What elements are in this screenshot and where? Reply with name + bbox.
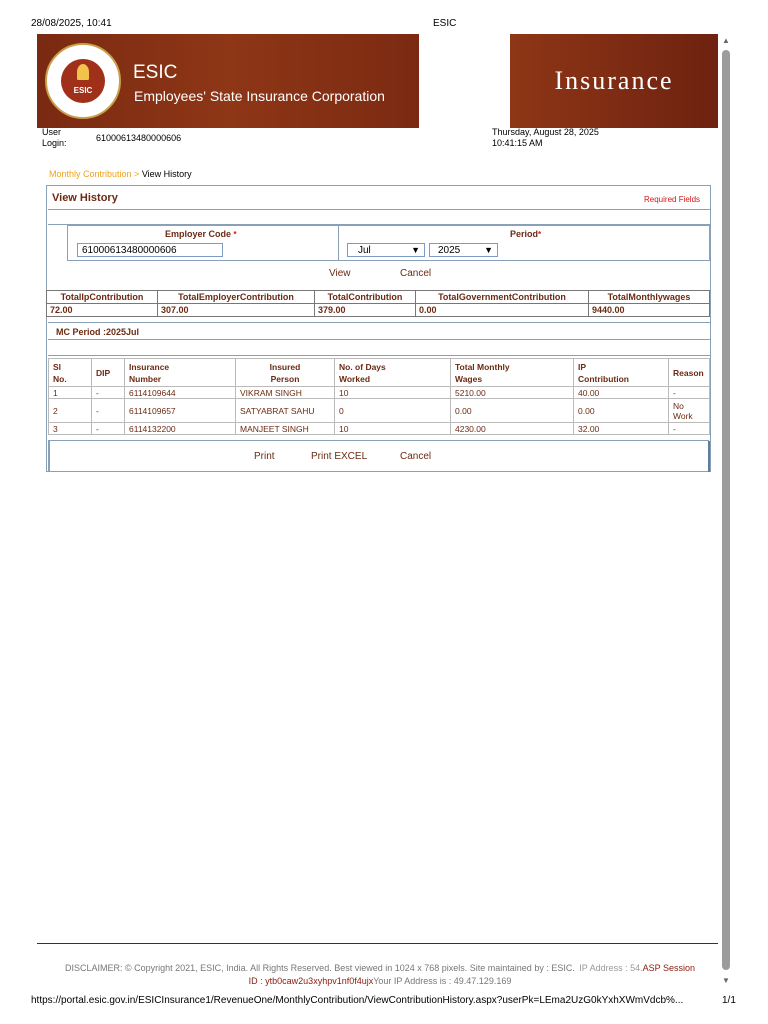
period-label-text: Period: [510, 229, 539, 239]
view-button[interactable]: View: [329, 268, 351, 279]
breadcrumb-current: View History: [141, 169, 192, 179]
table-row: [49, 399, 710, 423]
divider: [48, 209, 710, 210]
breadcrumb-separator: >: [131, 169, 142, 179]
col-insured-person: [236, 359, 335, 387]
year-select[interactable]: [429, 243, 498, 257]
month-select-value: Jul: [358, 245, 371, 256]
chevron-down-icon: ▼: [484, 245, 493, 255]
divider: [48, 322, 710, 323]
col-days-line2: Worked: [339, 373, 371, 384]
print-url: https://portal.esic.gov.in/ESICInsurance1/RevenueOne/MonthlyContribution/ViewContributionHistory.aspx?userPk=LEma2UzG0kYxhXWmVdcb%...: [31, 995, 684, 1006]
panel-title: View History: [52, 192, 118, 204]
cell-ip-contribution: 40.00: [574, 387, 669, 399]
col-dip: DIP: [92, 359, 125, 387]
col-insurance-line2: Number: [129, 373, 162, 384]
col-sl-line2: No.: [53, 373, 67, 384]
employer-code-label-text: Employer Code: [165, 229, 232, 239]
print-excel-button[interactable]: Print EXCEL: [311, 451, 368, 462]
cell-days-worked: 10: [335, 387, 451, 399]
required-fields-note: Required Fields: [644, 195, 701, 204]
col-wages-line1: Total Monthly: [455, 361, 510, 372]
cell-total-wages: 0.00: [451, 399, 574, 423]
totals-header: TotalIpContribution: [47, 291, 158, 304]
grid-header-row: [49, 359, 710, 387]
cell-ip-contribution: 32.00: [574, 423, 669, 435]
totals-value-row: [47, 304, 710, 317]
col-ip-line1: IP: [578, 361, 587, 372]
lamp-icon: [77, 64, 89, 80]
totals-header: TotalEmployerContribution: [158, 291, 315, 304]
asp-session-label: ASP Session: [642, 963, 696, 973]
insurance-banner: [510, 34, 718, 128]
col-ip-line2: Contribution: [578, 373, 629, 384]
col-sl-line1: Sl: [53, 361, 62, 372]
year-select-value: 2025: [438, 245, 461, 256]
totals-table: [46, 290, 710, 317]
user-label-line1: User: [42, 127, 62, 137]
month-select[interactable]: [347, 243, 425, 257]
cell-sl: 1: [49, 387, 92, 399]
col-days-line1: No. of Days: [339, 361, 386, 372]
current-datetime: [492, 127, 599, 149]
col-insured-line2: Person: [270, 373, 300, 384]
cell-reason: -: [669, 387, 710, 399]
required-star: *: [233, 230, 237, 239]
print-datetime: 28/08/2025, 10:41: [31, 18, 112, 29]
cell-ip-contribution: 0.00: [574, 399, 669, 423]
chevron-down-icon: ▼: [411, 245, 420, 255]
divider: [48, 441, 50, 472]
cancel-button[interactable]: Cancel: [400, 268, 432, 279]
logo-emblem: [61, 59, 105, 103]
current-date: Thursday, August 28, 2025: [492, 127, 599, 137]
totals-header: TotalGovernmentContribution: [416, 291, 589, 304]
session-id: ID : ytb0caw2u3xyhpv1nf0f4ujx: [248, 976, 374, 986]
cell-sl: 2: [49, 399, 92, 423]
disclaimer-text: DISCLAIMER: © Copyright 2021, ESIC, India. All Rights Reserved. Best viewed in 1024 x 768 pixels. Site maintained by : ESIC.: [64, 963, 575, 973]
divider: [48, 339, 710, 340]
scroll-up-icon[interactable]: ▲: [722, 36, 730, 45]
cell-days-worked: 10: [335, 423, 451, 435]
total-government-contribution: 0.00: [416, 304, 589, 317]
user-login-label: [42, 127, 67, 149]
insurance-banner-text: Insurance: [554, 66, 674, 95]
cell-days-worked: 0: [335, 399, 451, 423]
col-days-worked: [335, 359, 451, 387]
user-login-value: 61000613480000606: [96, 133, 182, 143]
header-banner: [37, 34, 419, 128]
scroll-down-icon[interactable]: ▼: [722, 976, 730, 985]
footer-divider: [37, 943, 718, 944]
print-page-title: ESIC: [433, 18, 457, 29]
employer-code-input[interactable]: 61000613480000606: [77, 243, 223, 257]
total-monthly-wages: 9440.00: [589, 304, 710, 317]
ip-address-prefix: IP Address : 54.: [579, 963, 643, 973]
divider: [48, 440, 709, 441]
footer-disclaimer: [40, 961, 720, 987]
banner-title: ESIC: [133, 62, 178, 83]
col-insurance-number: [125, 359, 236, 387]
col-wages-line2: Wages: [455, 373, 483, 384]
col-reason: Reason: [669, 359, 710, 387]
contribution-grid: [48, 358, 710, 435]
total-contribution: 379.00: [315, 304, 416, 317]
cell-reason: No Work: [669, 399, 710, 423]
user-label-line2: Login:: [42, 138, 67, 148]
print-page-number: 1/1: [722, 995, 736, 1006]
divider: [338, 225, 339, 261]
current-time: 10:41:15 AM: [492, 138, 543, 148]
total-employer-contribution: 307.00: [158, 304, 315, 317]
required-star: *: [538, 230, 542, 239]
cell-reason: -: [669, 423, 710, 435]
esic-logo: [45, 43, 121, 119]
vertical-scrollbar[interactable]: [720, 38, 732, 988]
cell-sl: 3: [49, 423, 92, 435]
totals-header-row: [47, 291, 710, 304]
col-sl: [49, 359, 92, 387]
cell-dip: -: [92, 387, 125, 399]
totals-header: TotalMonthlywages: [589, 291, 710, 304]
total-ip-contribution: 72.00: [47, 304, 158, 317]
your-ip-address: Your IP Address is : 49.47.129.169: [373, 976, 512, 986]
cell-insurance-number: 6114109644: [125, 387, 236, 399]
cell-dip: -: [92, 399, 125, 423]
period-label: [510, 229, 541, 239]
cell-insured-person: SATYABRAT SAHU: [236, 399, 335, 423]
banner-subtitle: Employees' State Insurance Corporation: [134, 88, 385, 104]
cell-total-wages: 5210.00: [451, 387, 574, 399]
col-insurance-line1: Insurance: [129, 361, 170, 372]
mc-period: MC Period :2025Jul: [56, 327, 140, 337]
cancel-grid-button[interactable]: Cancel: [400, 451, 432, 462]
totals-header: TotalContribution: [315, 291, 416, 304]
table-row: [49, 423, 710, 435]
divider: [48, 355, 710, 356]
scroll-thumb[interactable]: [722, 50, 730, 970]
print-button[interactable]: Print: [254, 451, 275, 462]
cell-dip: -: [92, 423, 125, 435]
divider: [708, 441, 710, 472]
cell-total-wages: 4230.00: [451, 423, 574, 435]
cell-insurance-number: 6114109657: [125, 399, 236, 423]
cell-insured-person: VIKRAM SINGH: [236, 387, 335, 399]
col-insured-line1: Insured: [269, 361, 301, 372]
cell-insured-person: MANJEET SINGH: [236, 423, 335, 435]
employer-code-label: [165, 229, 237, 239]
breadcrumb: [49, 164, 192, 182]
table-row: [49, 387, 710, 399]
logo-text: ESIC: [73, 86, 93, 95]
col-ip-contribution: [574, 359, 669, 387]
cell-insurance-number: 6114132200: [125, 423, 236, 435]
breadcrumb-monthly-contribution[interactable]: Monthly Contribution: [49, 169, 132, 179]
col-total-monthly-wages: [451, 359, 574, 387]
